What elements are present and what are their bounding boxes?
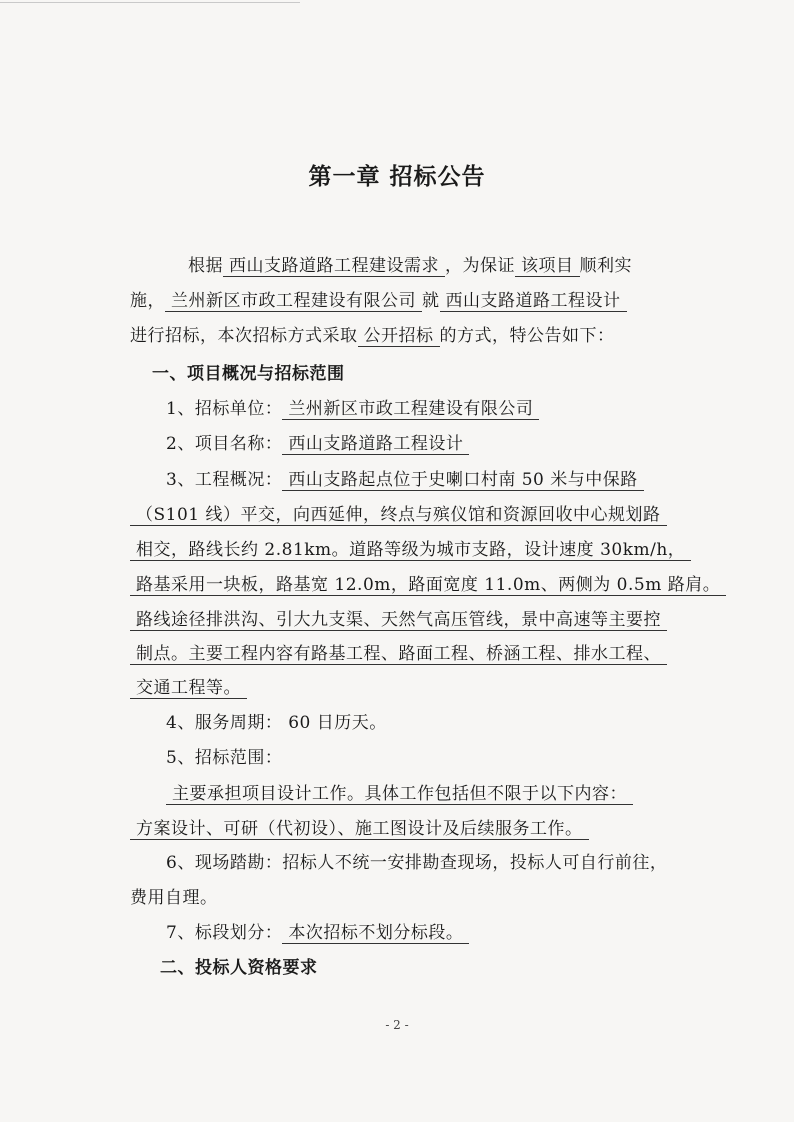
item-4: 4、服务周期： 60 日历天。 [166, 713, 387, 733]
item-5-line-2 [130, 818, 589, 840]
intro-line-1 [188, 255, 632, 277]
fill-scope-2: 方案设计、可研（代初设）、施工图设计及后续服务工作。 [130, 819, 589, 840]
scan-edge-line [0, 2, 300, 3]
fill-scope-1: 主要承担项目设计工作。具体工作包括但不限于以下内容： [166, 784, 633, 805]
intro-line-2 [130, 290, 627, 312]
item-3 [166, 469, 644, 491]
intro-text: 施， [130, 291, 165, 311]
item-3-line-3 [130, 539, 691, 561]
item-3-line-4 [130, 574, 726, 596]
fill-project-need: 西山支路道路工程建设需求 [223, 256, 445, 277]
item-2 [166, 433, 469, 455]
item-label: 1、招标单位： [166, 399, 283, 419]
item-3-line-2 [130, 504, 667, 526]
fill-overview-5: 路线途径排洪沟、引大九支渠、天然气高压管线，景中高速等主要控 [130, 610, 667, 631]
item-label: 2、项目名称： [166, 434, 283, 454]
fill-item-project-name: 西山支路道路工程设计 [282, 434, 469, 455]
item-6-line-1: 6、现场踏勘：招标人不统一安排勘查现场，投标人可自行前往， [166, 853, 668, 873]
item-3-line-5 [130, 609, 667, 631]
fill-tenderer: 兰州新区市政工程建设有限公司 [165, 291, 422, 312]
item-6-line-2: 费用自理。 [130, 888, 218, 908]
intro-text: 顺利实 [579, 256, 632, 276]
item-3-line-6 [130, 643, 667, 665]
fill-lot-division: 本次招标不划分标段。 [282, 923, 469, 944]
item-5-label: 5、招标范围： [166, 748, 283, 768]
item-5-line-1 [166, 783, 633, 805]
page-title: 第一章 招标公告 [308, 163, 486, 190]
fill-overview-4: 路基采用一块板，路基宽 12.0m，路面宽度 11.0m、两侧为 0.5m 路肩。 [130, 575, 726, 596]
intro-text: 根据 [188, 256, 223, 276]
fill-overview-6: 制点。主要工程内容有路基工程、路面工程、桥涵工程、排水工程、 [130, 644, 667, 665]
fill-tender-unit: 兰州新区市政工程建设有限公司 [282, 399, 539, 420]
intro-text: 就 [422, 291, 440, 311]
item-label: 3、工程概况： [166, 470, 283, 490]
fill-overview-2: （S101 线）平交，向西延伸，终点与殡仪馆和资源回收中心规划路 [130, 505, 667, 526]
item-3-line-7 [130, 677, 247, 699]
item-1 [166, 398, 539, 420]
intro-text: 进行招标，本次招标方式采取 [130, 326, 358, 346]
fill-tender-method: 公开招标 [358, 326, 440, 347]
section-1-heading: 一、项目概况与招标范围 [152, 364, 345, 384]
item-7 [166, 922, 469, 944]
fill-overview-3: 相交，路线长约 2.81km。道路等级为城市支路，设计速度 30km/h， [130, 540, 691, 561]
fill-project-ref: 该项目 [515, 256, 580, 277]
page-number: - 2 - [385, 1018, 409, 1032]
fill-overview-7: 交通工程等。 [130, 678, 247, 699]
intro-line-3 [130, 325, 615, 347]
fill-project-name: 西山支路道路工程设计 [440, 291, 627, 312]
item-label: 7、标段划分： [166, 923, 283, 943]
fill-overview-1: 西山支路起点位于史喇口村南 50 米与中保路 [282, 470, 643, 491]
intro-text: 的方式，特公告如下： [439, 326, 615, 346]
intro-text: ，为保证 [445, 256, 515, 276]
section-2-heading: 二、投标人资格要求 [160, 958, 318, 978]
